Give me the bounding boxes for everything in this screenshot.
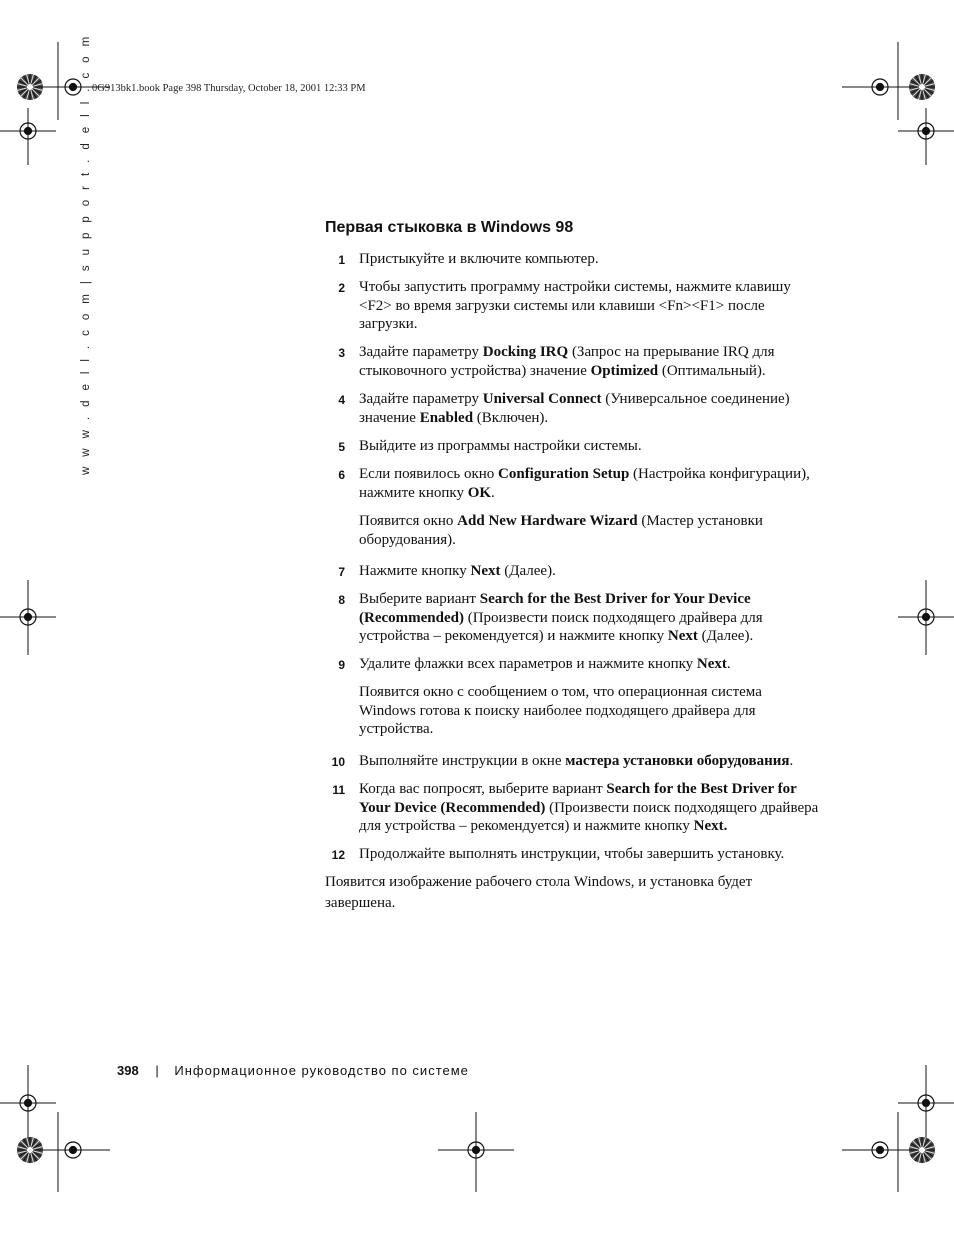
- step-text-run: Пристыкуйте и включите компьютер.: [359, 251, 599, 267]
- step-text-run: Задайте параметру: [359, 344, 483, 360]
- emphasis-text: мастера установки оборудования: [565, 753, 790, 769]
- list-item: [325, 390, 825, 427]
- step-text-run: Выполняйте инструкции в окне: [359, 753, 566, 769]
- step-number: 8: [338, 593, 345, 607]
- list-item: [325, 562, 825, 581]
- list-item: [325, 590, 825, 646]
- emphasis-text: Optimized: [590, 362, 659, 379]
- step-number: 10: [331, 755, 345, 769]
- step-text-run: (Произвести поиск подходящего драйвера для устройства – рекомендуется) и нажмите кнопку: [359, 609, 763, 644]
- list-item: [325, 250, 825, 269]
- section-title: Первая стыковка в Windows 98: [325, 219, 574, 236]
- step-text-run: (Универсальное соединение) значение: [359, 391, 790, 426]
- step-text: [359, 343, 825, 380]
- emphasis-text: Universal Connect: [482, 391, 602, 407]
- step-text-run: (Запрос на прерывание IRQ для стыковочного устройства) значение: [359, 344, 775, 379]
- step-text: [359, 437, 825, 456]
- step-text-run: .: [726, 656, 731, 672]
- emphasis-text: Search for the Best Driver for Your Device (Recommended): [359, 591, 751, 626]
- step-text-run: (Произвести поиск подходящего драйвера для устройства – рекомендуется) и нажмите кнопку: [359, 799, 819, 834]
- list-item: [325, 343, 825, 380]
- step-text-run: Выберите вариант: [359, 591, 480, 607]
- list-item: [325, 845, 825, 864]
- step-note: [359, 683, 819, 739]
- step-number: 1: [338, 253, 345, 267]
- footer-separator: |: [155, 1063, 160, 1078]
- step-text-run: (Далее).: [697, 628, 754, 644]
- step-number: 11: [332, 783, 345, 797]
- closing-paragraph: Появится изображение рабочего стола Windows, и установка будет завершена.: [325, 874, 753, 911]
- emphasis-text: Next: [667, 628, 698, 644]
- step-text-run: Задайте параметру: [359, 391, 483, 407]
- step-text-run: (Оптимальный).: [658, 362, 766, 379]
- site-url-vertical: w w w . d e l l . c o m | s u p p o r t . d e l l . c o m: [80, 33, 92, 475]
- page-footer: [117, 1063, 469, 1078]
- step-text: [359, 752, 825, 771]
- list-item: [325, 437, 825, 456]
- step-text-run: .: [789, 753, 794, 769]
- step-text-run: Появится окно с сообщением о том, что операционная система Windows готова к поиску наиболее подходящего драйвера для устройства.: [359, 684, 762, 737]
- step-text: [359, 562, 825, 581]
- step-text-run: Продолжайте выполнять инструкции, чтобы завершить установку.: [359, 846, 785, 862]
- starburst-mark-icon: [17, 74, 43, 100]
- starburst-mark-icon: [909, 74, 935, 100]
- step-text-run: Когда вас попросят, выберите вариант: [359, 781, 607, 797]
- step-text-run: .: [491, 484, 495, 501]
- emphasis-text: Next.: [693, 818, 728, 834]
- footer-title: Информационное руководство по системе: [174, 1063, 469, 1078]
- step-text-run: (Настройка конфигурации), нажмите кнопку: [359, 466, 810, 501]
- step-text-run: Чтобы запустить программу настройки системы, нажмите клавишу <F2> во время загрузки системы или клавиши <Fn><F1> после загрузки.: [359, 279, 791, 332]
- step-number: 6: [338, 468, 345, 482]
- emphasis-text: Enabled: [419, 409, 474, 426]
- step-number: 12: [331, 848, 345, 862]
- step-text-run: Если появилось окно: [359, 466, 499, 482]
- step-text: [359, 590, 825, 646]
- emphasis-text: Search for the Best Driver for Your Device (Recommended): [359, 781, 797, 816]
- step-text-run: Появится окно: [359, 513, 458, 529]
- list-item: [325, 780, 825, 836]
- list-item: [325, 465, 825, 502]
- list-item: [325, 655, 825, 674]
- step-number: 9: [338, 658, 345, 672]
- step-text: [359, 845, 825, 864]
- step-text: [359, 250, 825, 269]
- list-item: [325, 278, 825, 334]
- starburst-mark-icon: [909, 1137, 935, 1163]
- step-text-run: (Включен).: [473, 409, 549, 426]
- list-item: [325, 752, 825, 771]
- step-text: [359, 465, 825, 502]
- step-text: [359, 390, 825, 427]
- step-number: 2: [338, 281, 345, 295]
- step-text-run: (Далее).: [500, 563, 556, 579]
- starburst-mark-icon: [17, 1137, 43, 1163]
- page-number: 398: [117, 1063, 139, 1078]
- emphasis-text: OK: [467, 484, 492, 501]
- step-number: 4: [338, 393, 345, 407]
- step-text: [359, 780, 825, 836]
- emphasis-text: Configuration Setup: [498, 466, 630, 482]
- step-note: [359, 512, 819, 549]
- step-text-run: Выйдите из программы настройки системы.: [359, 438, 642, 454]
- step-text-run: Нажмите кнопку: [359, 563, 471, 579]
- emphasis-text: Next: [470, 563, 501, 579]
- step-number: 3: [338, 346, 345, 360]
- step-number: 5: [338, 440, 345, 454]
- emphasis-text: Add New Hardware Wizard: [457, 513, 638, 529]
- file-header: 0G913bk1.book Page 398 Thursday, October 18, 2001 12:33 PM: [92, 83, 366, 94]
- emphasis-text: Docking IRQ: [482, 344, 569, 360]
- step-text-run: Удалите флажки всех параметров и нажмите кнопку: [359, 656, 697, 672]
- step-text: [359, 278, 825, 334]
- step-number: 7: [338, 565, 345, 579]
- step-text: [359, 655, 825, 674]
- emphasis-text: Next: [696, 656, 727, 672]
- step-text-run: (Мастер установки оборудования).: [359, 513, 763, 548]
